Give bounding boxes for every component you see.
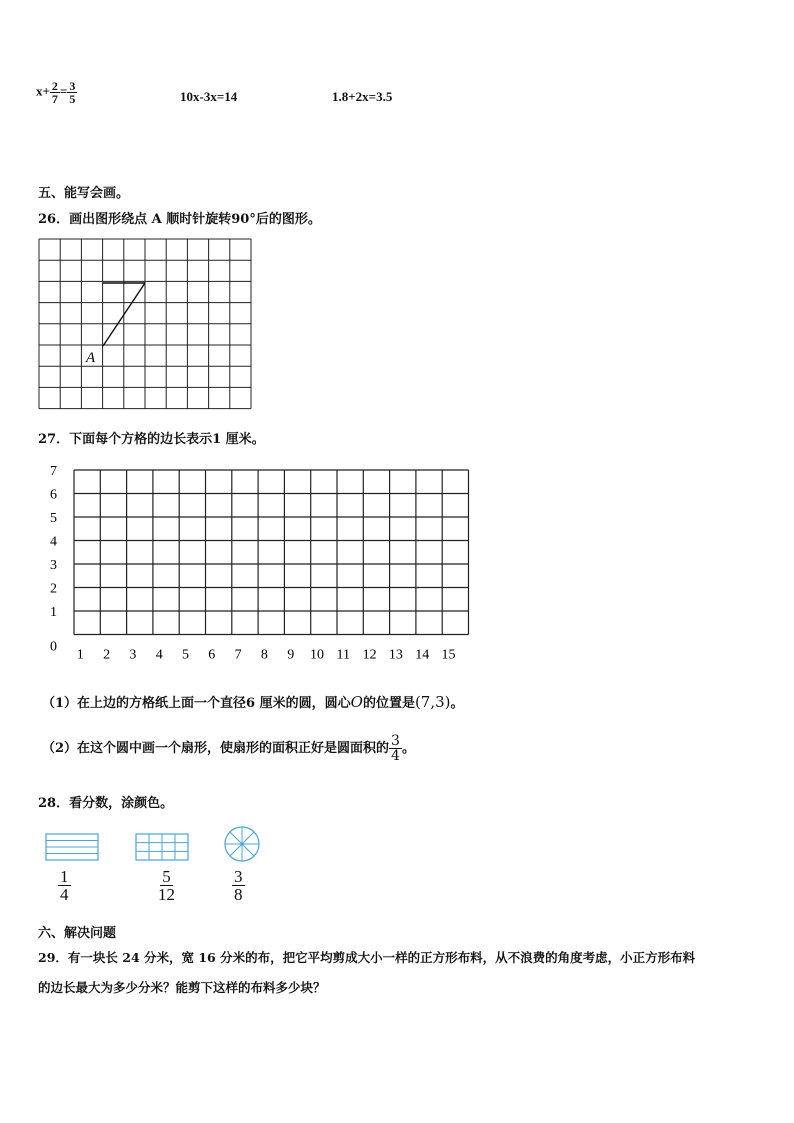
x-tick-label: 4 [155,647,163,663]
center-o-label: O [350,693,363,711]
fraction-5-12: $\frac{5}{12}$ [158,867,175,904]
question-27-text: 27．下面每个方格的边长表示1 厘米。 [38,432,265,447]
center-coordinate: (7,3) [414,693,451,711]
question-28-text: 28．看分数，涂颜色。 [38,796,174,811]
equation-2: 10x-3x=14 [180,89,238,104]
x-tick-label: 15 [441,647,456,663]
x-tick-label: 14 [415,647,430,663]
rectangle-twelfths [136,834,188,860]
question-29-line-1: 29．有一块长 24 分米，宽 16 分米的布，把它平均剪成大小一样的正方形布料，从不浪费的角度考虑，小正方形布料 [38,950,696,965]
x-tick-label: 7 [234,647,242,663]
point-a-label: A [86,350,96,366]
x-tick-label: 3 [129,647,137,663]
x-tick-label: 5 [182,647,189,663]
x-tick-label: 2 [103,647,111,663]
x-tick-label: 9 [287,647,295,663]
circle-eighths [225,827,259,861]
equation-1 [36,80,77,105]
question-27-sub-2: （2）在这个圆中画一个扇形，使扇形的面积正好是圆面积的 $\frac{3}{4}$ 。 [42,733,415,764]
section-5-title: 五、能写会画。 [38,186,130,201]
x-tick-label: 6 [208,647,216,663]
fraction-1-4: $\frac{1}{4}$ [60,867,69,904]
y-tick-label: 1 [50,605,57,620]
coordinate-grid [38,458,488,668]
y-tick-label: 2 [50,581,57,597]
y-tick-label: 0 [50,639,57,655]
eq1-prefix: x+ [36,83,50,99]
question-27-sub-1: （1）在上边的方格纸上面一个直径6 厘米的圆，圆心O的位置是(7,3)。 [42,693,464,711]
fraction-shapes [44,826,274,866]
section-6-title: 六、解决问题 [38,926,117,941]
x-tick-label: 11 [336,647,351,663]
eq1-fraction-1: $\frac{2}{7}$ [51,79,58,106]
fraction-3-8: $\frac{3}{8}$ [234,867,243,904]
x-tick-label: 8 [260,647,268,663]
rotation-grid [38,238,256,414]
y-tick-label: 7 [50,464,57,479]
x-tick-label: 13 [388,647,403,663]
rectangle-quarters [46,834,98,860]
x-tick-label: 12 [362,647,377,663]
question-26-text: 26．画出图形绕点 A 顺时针旋转90°后的图形。 [38,212,321,227]
eq1-fraction-2: $\frac{3}{5}$ [69,79,76,106]
equation-3: 1.8+2x=3.5 [332,89,393,104]
eq1-equals: = [59,83,68,99]
y-tick-label: 5 [50,511,57,526]
y-tick-label: 3 [50,558,57,573]
question-29-line-2: 的边长最大为多少分米？能剪下这样的布料多少块？ [38,980,326,995]
sector-fraction: $\frac{3}{4}$ [391,733,400,764]
x-tick-label: 1 [76,647,84,663]
y-tick-label: 6 [50,487,57,503]
x-tick-label: 10 [310,647,324,663]
y-tick-label: 4 [50,534,57,550]
